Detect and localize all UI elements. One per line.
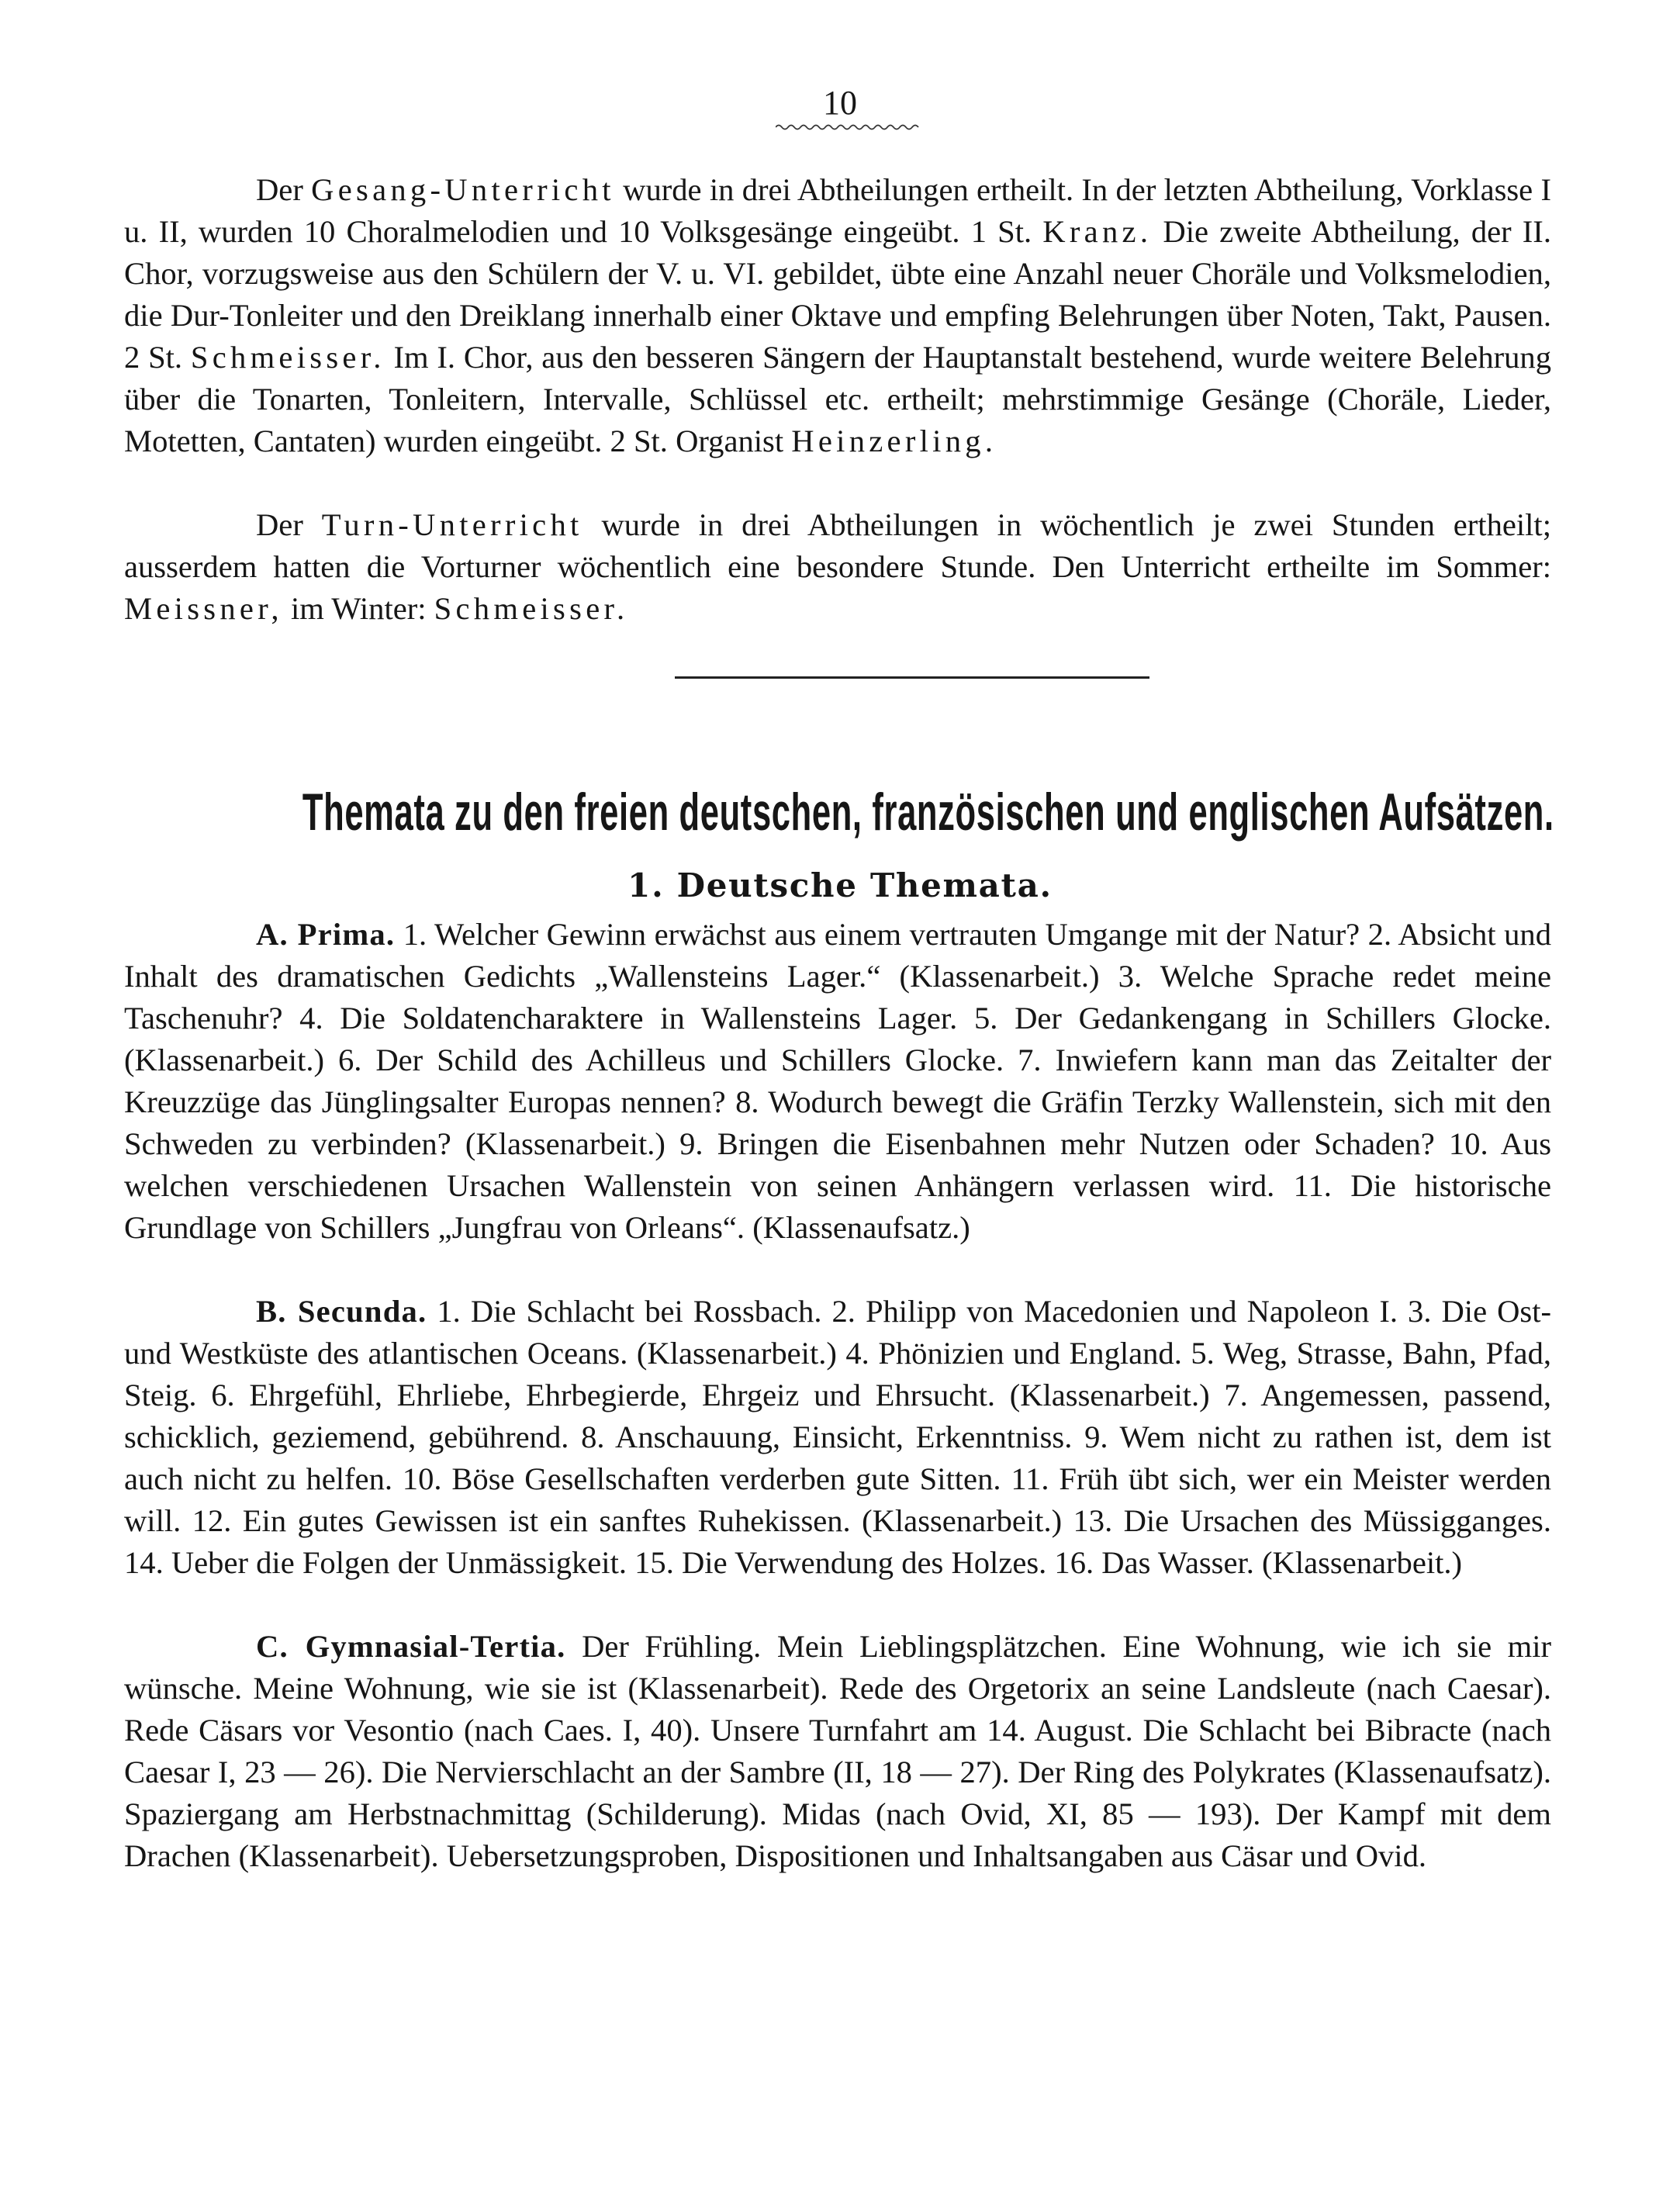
gym-instruction-paragraph: [124, 504, 1551, 630]
tertia-heading: C. Gymnasial-Tertia.: [256, 1629, 566, 1664]
gym-text: Der: [256, 507, 303, 542]
gym-text: im Winter:: [290, 591, 427, 626]
prima-paragraph: [124, 914, 1551, 1249]
section-divider: [675, 676, 1149, 679]
page-number: 10: [823, 84, 857, 122]
teacher-name: Schmeisser.: [190, 340, 385, 375]
secunda-topics: 1. Die Schlacht bei Rossbach. 2. Philipp von Macedonien und Napoleon I. 3. Die Ost- und Westküste des atlantischen Oceans. (Klassenarbeit.) 4. Phönizien und England. 5. Weg, Strasse, Bahn, Pfad, Steig. 6. Ehrgefühl, Ehrliebe, Ehrbegierde, Ehrgeiz und Ehrsucht. (Klassenarbeit.) 7. Angemessen, passend, schicklich, geziemend, gebührend. 8. Anschauung, Einsicht, Erkenntniss. 9. Wem nicht zu rathen ist, dem ist auch nicht zu helfen. 10. Böse Gesellschaften verderben gute Sitten. 11. Früh übt sich, wer ein Meister werden will. 12. Ein gutes Gewissen ist ein sanftes Ruhekissen. (Klassenarbeit.) 13. Die Ursachen des Müssigganges. 14. Ueber die Folgen der Unmässigkeit. 15. Die Verwendung des Holzes. 16. Das Wasser. (Klassenarbeit.): [124, 1294, 1551, 1580]
secunda-heading: B. Secunda.: [256, 1294, 427, 1329]
page-number-ornament: [776, 123, 923, 132]
prima-heading: A. Prima.: [256, 917, 396, 952]
music-text: Der: [256, 172, 303, 207]
prima-topics: 1. Welcher Gewinn erwächst aus einem vertrauten Umgange mit der Natur? 2. Absicht und Inhalt des dramatischen Gedichts „Wallensteins Lager.“ (Klassenarbeit.) 3. Welche Sprache redet meine Taschenuhr? 4. Die Soldatencharaktere in Wallensteins Lager. 5. Der Gedankengang in Schillers Glocke. (Klassenarbeit.) 6. Der Schild des Achilleus und Schillers Glocke. 7. Inwiefern kann man das Zeitalter der Kreuzzüge das Jünglingsalter Europas nennen? 8. Wodurch bewegt die Gräfin Terzky Wallenstein, sich mit den Schweden zu verbinden? (Klassenarbeit.) 9. Bringen die Eisenbahnen mehr Nutzen oder Schaden? 10. Aus welchen verschiedenen Ursachen Wallenstein von seinen Anhängern verlassen wird. 11. Die historische Grundlage von Schillers „Jungfrau von Orleans“. (Klassenaufsatz.): [124, 917, 1551, 1245]
secunda-paragraph: [124, 1291, 1551, 1584]
music-subject: Gesang-Unterricht: [311, 172, 615, 207]
section-title: 1. Deutsche Themata.: [627, 866, 1053, 904]
main-title: Themata zu den freien deutschen, französischen und englischen Aufsätzen.: [302, 783, 1554, 842]
gym-subject: Turn-Unterricht: [321, 507, 583, 542]
teacher-name: Kranz.: [1042, 214, 1153, 249]
music-text: Die zweite Abtheilung, der II. Chor, vorzugsweise aus den Schülern der V. u. VI. gebildet, übte eine Anzahl neuer Choräle und Volksmelodien, die Dur-Tonleiter und den Dreiklang innerhalb einer Oktave und empfing Belehrungen über Noten, Takt, Pausen. 2 St.: [124, 214, 1551, 375]
music-text: Im I. Chor, aus den besseren Sängern der Hauptanstalt bestehend, wurde weitere Belehrung über die Tonarten, Tonleitern, Intervalle, Schlüssel etc. ertheilt; mehrstimmige Gesänge (Choräle, Lieder, Motetten, Cantaten) wurden eingeübt. 2 St. Organist: [124, 340, 1551, 458]
music-text: wurde in drei Abtheilungen ertheilt. In der letzten Abtheilung, Vorklasse I u. II, wurden 10 Choralmelodien und 10 Volksgesänge eingeübt. 1 St.: [124, 172, 1551, 249]
teacher-name: Heinzerling.: [791, 424, 997, 458]
teacher-name: Meissner,: [124, 591, 283, 626]
teacher-name: Schmeisser.: [434, 591, 629, 626]
gym-text: wurde in drei Abtheilungen in wöchentlich je zwei Stunden ertheilt; ausserdem hatten die Vorturner wöchentlich eine besondere Stunde. Den Unterricht ertheilte im Sommer:: [124, 507, 1551, 584]
tertia-paragraph: [124, 1626, 1551, 1877]
tertia-topics: Der Frühling. Mein Lieblingsplätzchen. Eine Wohnung, wie ich sie mir wünsche. Meine Wohnung, wie sie ist (Klassenarbeit). Rede des Orgetorix an seine Landsleute (nach Caesar). Rede Cäsars vor Vesontio (nach Caes. I, 40). Unsere Turnfahrt am 14. August. Die Schlacht bei Bibracte (nach Caesar I, 23 — 26). Die Nervierschlacht an der Sambre (II, 18 — 27). Der Ring des Polykrates (Klassenaufsatz). Spaziergang am Herbstnachmittag (Schilderung). Midas (nach Ovid, XI, 85 — 193). Der Kampf mit dem Drachen (Klassenarbeit). Uebersetzungsproben, Dispositionen und Inhaltsangaben aus Cäsar und Ovid.: [124, 1629, 1552, 1873]
music-instruction-paragraph: [124, 169, 1551, 462]
